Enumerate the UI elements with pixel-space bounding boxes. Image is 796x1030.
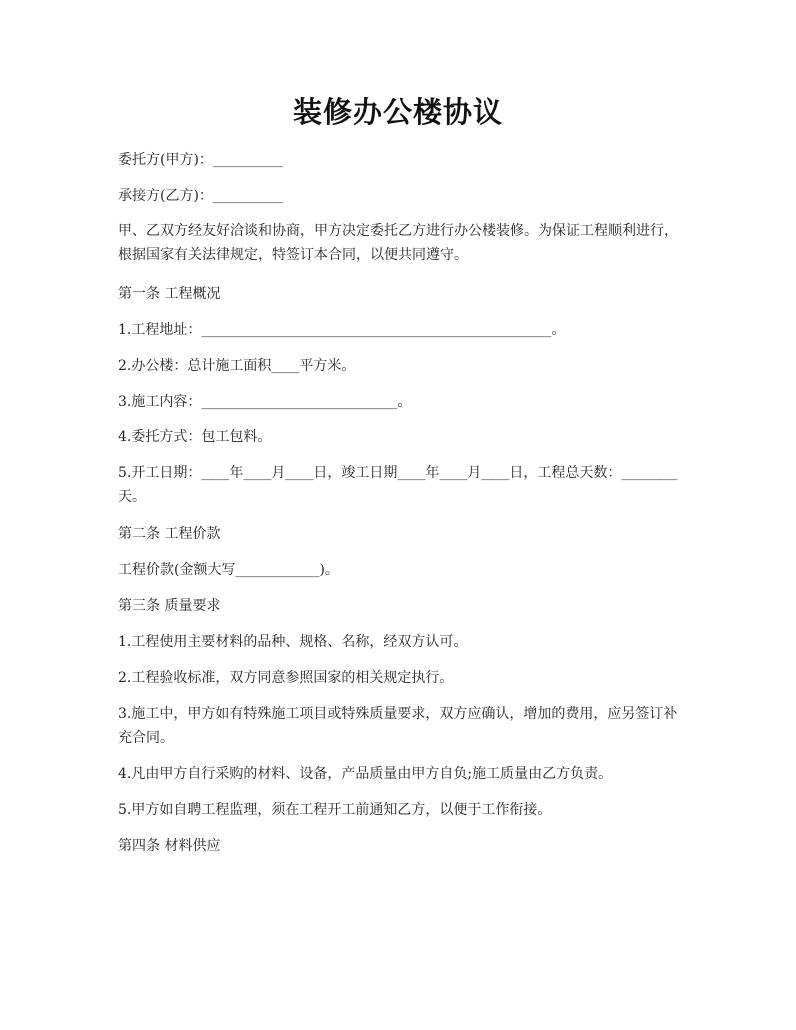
preamble-paragraph: 甲、乙双方经友好洽谈和协商，甲方决定委托乙方进行办公楼装修。为保证工程顺利进行，根据国家有关法律规定，特签订本合同，以便共同遵守。 bbox=[118, 223, 678, 263]
document-title: 装修办公楼协议 bbox=[292, 95, 503, 129]
article-1-item-3: 3.施工内容：____________________________。 bbox=[118, 394, 412, 410]
article-2-price-line: 工程价款(金额大写____________)。 bbox=[118, 562, 339, 578]
contractor-party-line: 承接方(乙方)：__________ bbox=[118, 188, 283, 204]
article-1-item-4: 4.委托方式：包工包料。 bbox=[118, 429, 272, 445]
article-3-item-2: 2.工程验收标准，双方同意参照国家的相关规定执行。 bbox=[118, 670, 454, 686]
article-3-item-5: 5.甲方如自聘工程监理，须在工程开工前通知乙方，以便于工作衔接。 bbox=[118, 802, 552, 818]
article-1-item-2: 2.办公楼：总计施工面积____平方米。 bbox=[118, 358, 356, 374]
article-3-heading: 第三条 质量要求 bbox=[118, 598, 221, 614]
article-3-item-3: 3.施工中，甲方如有特殊施工项目或特殊质量要求，双方应确认，增加的费用，应另签订补充合同。 bbox=[118, 706, 678, 746]
article-1-heading: 第一条 工程概况 bbox=[118, 286, 221, 302]
article-3-item-4: 4.凡由甲方自行采购的材料、设备，产品质量由甲方自负;施工质量由乙方负责。 bbox=[118, 766, 613, 782]
article-2-heading: 第二条 工程价款 bbox=[118, 526, 221, 542]
article-1-item-1: 1.工程地址：__________________________________________________。 bbox=[118, 322, 566, 338]
client-party-line: 委托方(甲方)：__________ bbox=[118, 152, 283, 168]
article-1-item-5: 5.开工日期：____年____月____日，竣工日期____年____月____日，工程总天数：________天。 bbox=[118, 465, 678, 505]
article-3-item-1: 1.工程使用主要材料的品种、规格、名称，经双方认可。 bbox=[118, 634, 468, 650]
article-4-heading: 第四条 材料供应 bbox=[118, 838, 221, 854]
